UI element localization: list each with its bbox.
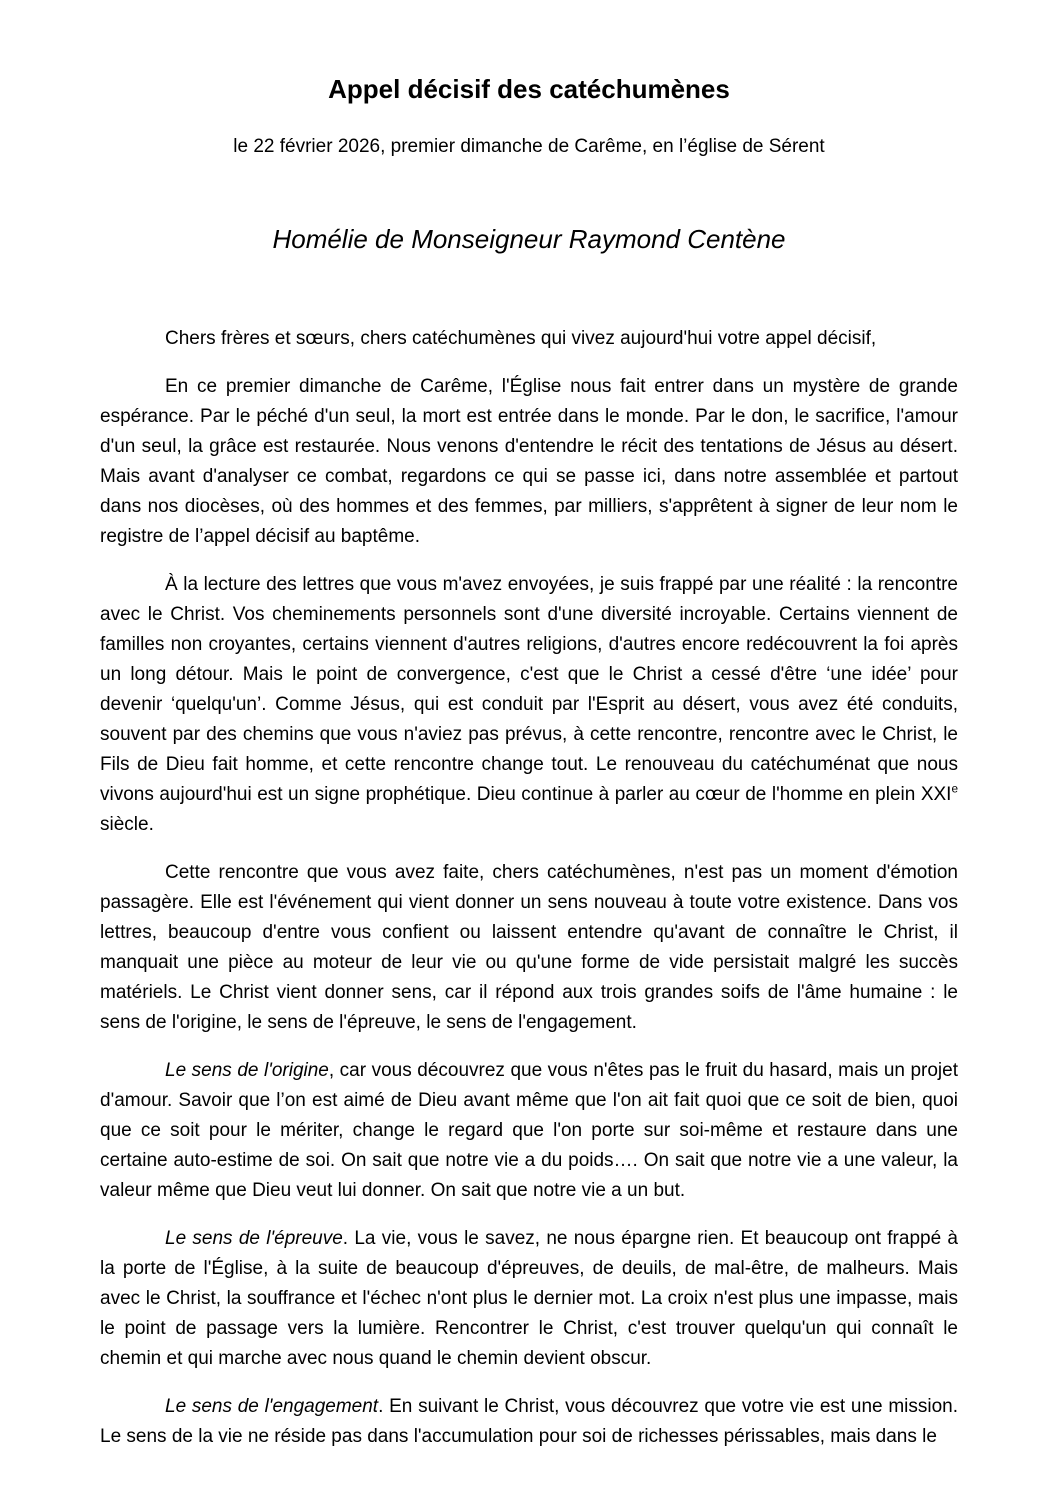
paragraph bbox=[100, 570, 958, 840]
paragraph-text-run: Cette rencontre que vous avez faite, chers catéchumènes, n'est pas un moment d'émotion passagère. Elle est l'événement qui vient donner un sens nouveau à toute votre existence. Dans vos lettres, beaucoup d'entre vous confient ou laissent entendre qu'avant de connaître le Christ, il manquait une pièce au moteur de leur vie ou qu'une forme de vide persistait malgré les succès matériels. Le Christ vient donner sens, car il répond aux trois grandes soifs de l'âme humaine : le sens de l'origine, le sens de l'épreuve, le sens de l'engagement. bbox=[100, 862, 958, 1033]
paragraph-text-run: , car vous découvrez que vous n'êtes pas le fruit du hasard, mais un projet d'amour. Savoir que l’on est aimé de Dieu avant même que l'on ait fait quoi que ce soit de bien, quoi que ce soit pour le mériter, change le regard que l'on porte sur soi-même et restaure dans une certaine auto-estime de soi. On sait que notre vie a du poids…. On sait que notre vie a une valeur, la valeur même que Dieu veut lui donner. On sait que notre vie a un but. bbox=[100, 1060, 959, 1201]
paragraph-text-run: Chers frères et sœurs, chers catéchumènes qui vivez aujourd'hui votre appel décisif, bbox=[165, 328, 877, 349]
paragraph-text-run: À la lecture des lettres que vous m'avez envoyées, je suis frappé par une réalité : la rencontre avec le Christ. Vos cheminements personnels sont d'une diversité incroyable. Certains viennent de familles non croyantes, certains viennent d'autres religions, d'autres encore redécouvrent la foi après un long détour. Mais le point de convergence, c'est que le Christ a cessé d'être ‘une idée’ pour devenir ‘quelqu'un’. Comme Jésus, qui est conduit par l'Esprit au désert, vous avez été conduits, souvent par des chemins que vous n'aviez pas prévus, à cette rencontre, rencontre avec le Christ, le Fils de Dieu fait homme, et cette rencontre change tout. Le renouveau du catéchuménat que nous vivons aujourd'hui est un signe prophétique. Dieu continue à parler au cœur de l'homme en plein XXI bbox=[100, 574, 958, 805]
paragraph-text-run: . La vie, vous le savez, ne nous épargne rien. Et beaucoup ont frappé à la porte de l'Église, à la suite de beaucoup d'épreuves, de deuils, de mal-être, de malheurs. Mais avec le Christ, la souffrance et l'échec n'ont plus le dernier mot. La croix n'est plus une impasse, mais le point de passage vers la lumière. Rencontrer le Christ, c'est trouver quelqu'un qui connaît le chemin et qui marche avec nous quand le chemin devient obscur. bbox=[100, 1228, 959, 1369]
document-title: Appel décisif des catéchumènes bbox=[328, 74, 730, 104]
paragraph bbox=[100, 1056, 958, 1206]
document-subtitle: le 22 février 2026, premier dimanche de Carême, en l’église de Sérent bbox=[233, 136, 825, 157]
paragraph-italic-run: Le sens de l'origine bbox=[165, 1060, 329, 1081]
body-paragraphs bbox=[100, 324, 958, 1452]
paragraph bbox=[100, 1224, 958, 1374]
paragraph-text-run: . En suivant le Christ, vous découvrez que votre vie est une mission. Le sens de la vie ne réside pas dans l'accumulation pour soi de richesses périssables, mais dans le bbox=[100, 1396, 959, 1447]
paragraph bbox=[100, 324, 958, 354]
paragraph-italic-run: Le sens de l'épreuve bbox=[165, 1228, 343, 1249]
paragraph bbox=[100, 1392, 958, 1452]
paragraph-text-run: En ce premier dimanche de Carême, l'Église nous fait entrer dans un mystère de grande espérance. Par le péché d'un seul, la mort est entrée dans le monde. Par le don, le sacrifice, l'amour d'un seul, la grâce est restaurée. Nous venons d'entendre le récit des tentations de Jésus au désert. Mais avant d'analyser ce combat, regardons ce qui se passe ici, dans notre assemblée et partout dans nos diocèses, où des hommes et des femmes, par milliers, s'apprêtent à signer de leur nom le registre de l’appel décisif au baptême. bbox=[100, 376, 958, 547]
paragraph bbox=[100, 372, 958, 552]
homily-heading: Homélie de Monseigneur Raymond Centène bbox=[272, 224, 786, 254]
paragraph-text-run: e bbox=[951, 782, 958, 796]
paragraph-text-run: siècle. bbox=[100, 814, 154, 835]
paragraph bbox=[100, 858, 958, 1038]
paragraph-italic-run: Le sens de l'engagement bbox=[165, 1396, 379, 1417]
